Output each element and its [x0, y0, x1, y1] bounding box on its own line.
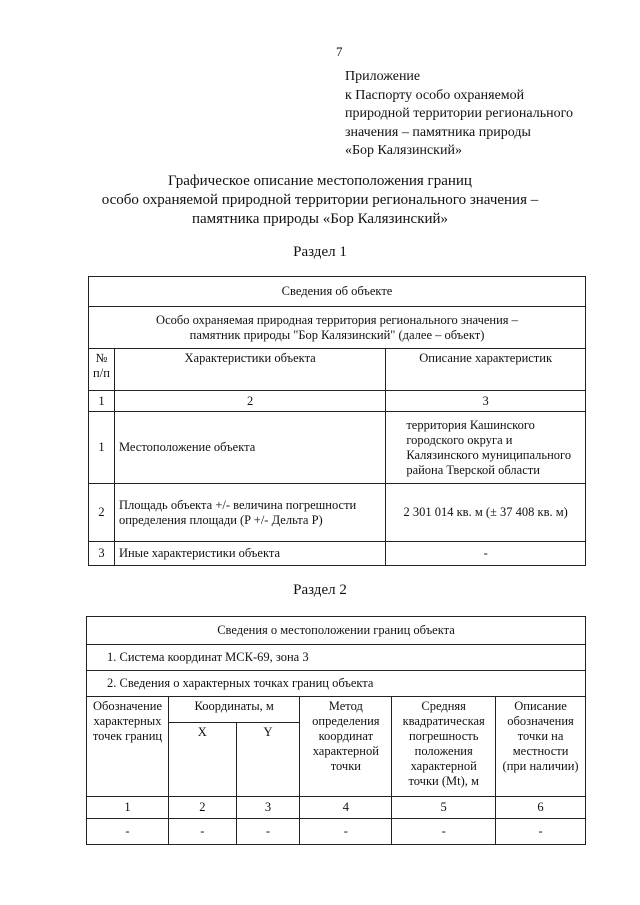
table-cell: -	[87, 819, 169, 845]
col-header-characteristic: Характеристики объекта	[114, 349, 385, 391]
page-number: 7	[336, 44, 343, 59]
col-number: 2	[114, 391, 385, 412]
col-header-accuracy: Средняя квадратическая погрешность положения характерной точки (Mt), м	[392, 697, 496, 797]
appendix-line: значения – памятника природы	[345, 124, 531, 140]
table-cell: -	[168, 819, 236, 845]
table-cell: -	[236, 819, 300, 845]
table-header: Сведения о местоположении границ объекта	[87, 617, 586, 645]
table-row	[89, 412, 586, 484]
row-description: -	[386, 542, 586, 566]
row-number: 3	[89, 542, 115, 566]
row-number: 1	[89, 412, 115, 484]
appendix-line: «Бор Калязинский»	[345, 143, 462, 158]
appendix-line: к Паспорту особо охраняемой	[345, 87, 525, 103]
col-number: 3	[386, 391, 586, 412]
appendix-line: Приложение	[345, 69, 421, 84]
row-characteristic: Местоположение объекта	[114, 412, 385, 484]
object-name-line: памятник природы "Бор Калязинский" (далее – объект)	[189, 327, 485, 342]
appendix-line: природной территории регионального	[345, 106, 573, 121]
document-title	[60, 172, 580, 229]
points-info: 2. Сведения о характерных точках границ объекта	[87, 671, 586, 697]
col-header-designation: Обозначение характерных точек границ	[87, 697, 169, 797]
row-characteristic: Площадь объекта +/- величина погрешности определения площади (P +/- Дельта P)	[114, 484, 385, 542]
col-number: 5	[392, 797, 496, 819]
col-number: 3	[236, 797, 300, 819]
table-row	[89, 542, 586, 566]
object-info-table	[88, 276, 586, 566]
col-header-method: Метод определения координат характерной точки	[300, 697, 392, 797]
col-header-x: X	[168, 723, 236, 797]
table-cell: -	[300, 819, 392, 845]
table-row	[89, 484, 586, 542]
boundary-table	[86, 616, 586, 845]
col-number: 6	[496, 797, 586, 819]
row-characteristic: Иные характеристики объекта	[114, 542, 385, 566]
section2-heading: Раздел 2	[293, 582, 347, 598]
col-number: 1	[87, 797, 169, 819]
col-number: 4	[300, 797, 392, 819]
row-description: 2 301 014 кв. м (± 37 408 кв. м)	[386, 484, 586, 542]
object-name-line: Особо охраняемая природная территория регионального значения –	[156, 312, 518, 327]
object-name-cell	[89, 307, 586, 349]
table-cell: -	[392, 819, 496, 845]
col-header-description: Описание характеристик	[386, 349, 586, 391]
col-header-y: Y	[236, 723, 300, 797]
coordinate-system: 1. Система координат МСК-69, зона 3	[87, 645, 586, 671]
section1-heading: Раздел 1	[293, 244, 347, 260]
title-line: Графическое описание местоположения границ	[168, 173, 472, 189]
col-header-description: Описание обозначения точки на местности (при наличии)	[496, 697, 586, 797]
col-number: 2	[168, 797, 236, 819]
col-header-coords: Координаты, м	[168, 697, 299, 723]
table-row	[87, 819, 586, 845]
col-number: 1	[89, 391, 115, 412]
table-cell: -	[496, 819, 586, 845]
appendix-block	[345, 68, 573, 161]
title-line: особо охраняемой природной территории регионального значения –	[101, 192, 539, 208]
row-description: территория Кашинского городского округа и Калязинского муниципального района Тверской области	[386, 412, 586, 484]
table-header: Сведения об объекте	[89, 277, 586, 307]
row-number: 2	[89, 484, 115, 542]
col-header-num: № п/п	[89, 349, 115, 391]
title-line: памятника природы «Бор Калязинский»	[191, 211, 449, 227]
